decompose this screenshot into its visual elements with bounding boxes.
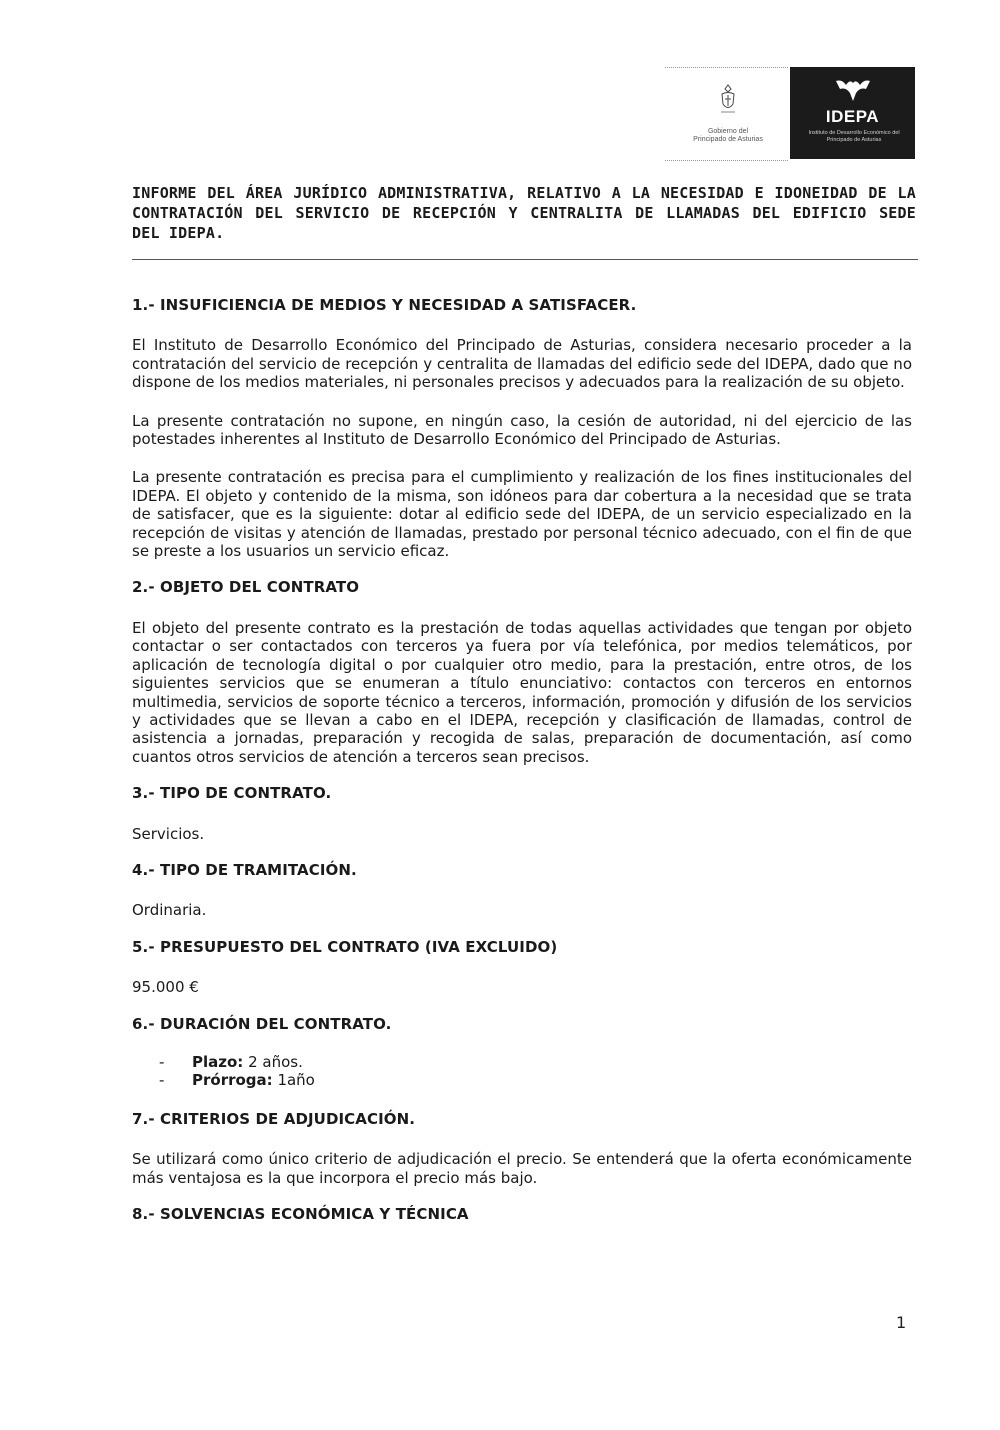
title-divider (132, 259, 918, 260)
idepa-symbol-icon (834, 77, 872, 103)
page-number: 1 (896, 1313, 907, 1332)
idepa-logo (790, 67, 915, 159)
section-1-paragraph: La presente contratación es precisa para el cumplimiento y realización de los fines institucionales del IDEPA. El objeto y contenido de la misma, son idóneos para dar cobertura a la necesidad que se trata de satisfacer, que es la siguiente: dotar al edificio sede del IDEPA, de un servicio especializado en la recepción de visitas y atención de llamadas, prestado por personal técnico adecuado, con el fin de que se preste a los usuarios un servicio eficaz. (132, 468, 912, 561)
list-item-label: Prórroga: (192, 1071, 273, 1090)
document-title: INFORME DEL ÁREA JURÍDICO ADMINISTRATIVA, RELATIVO A LA NECESIDAD E IDONEIDAD DE LA CONTRATACIÓN DEL SERVICIO DE RECEPCIÓN Y CENTRALITA DE LLAMADAS DEL EDIFICIO SEDE DEL IDEPA. (132, 184, 916, 242)
section-5-value: 95.000 € (132, 978, 199, 997)
section-7-paragraph: Se utilizará como único criterio de adjudicación el precio. Se entenderá que la oferta económicamente más ventajosa es la que incorpora el precio más bajo. (132, 1150, 912, 1187)
section-1-paragraph: La presente contratación no supone, en ningún caso, la cesión de autoridad, ni del ejercicio de las potestades inherentes al Instituto de Desarrollo Económico del Principado de Asturias. (132, 411, 912, 449)
section-4-heading: 4.- TIPO DE TRAMITACIÓN. (132, 860, 357, 879)
document-body (132, 296, 912, 1245)
list-item: - Plazo: 2 años. (159, 1052, 303, 1071)
section-3-value: Servicios. (132, 824, 205, 843)
section-5-heading: 5.- PRESUPUESTO DEL CONTRATO (IVA EXCLUIDO) (132, 937, 558, 956)
idepa-logo-name: IDEPA (825, 107, 880, 126)
section-7-heading: 7.- CRITERIOS DE ADJUDICACIÓN. (132, 1109, 416, 1128)
section-6-heading: 6.- DURACIÓN DEL CONTRATO. (132, 1014, 392, 1033)
coat-of-arms-icon (717, 84, 739, 116)
section-4-value: Ordinaria. (132, 901, 207, 920)
section-8-heading: 8.- SOLVENCIAS ECONÓMICA Y TÉCNICA (132, 1205, 469, 1223)
section-1-heading: 1.- INSUFICIENCIA DE MEDIOS Y NECESIDAD A SATISFACER. (132, 296, 637, 314)
list-item-value: 1año (277, 1071, 315, 1090)
section-2-heading: 2.- OBJETO DEL CONTRATO (132, 578, 360, 597)
government-logo (665, 67, 788, 161)
list-item-value: 2 años. (248, 1052, 303, 1071)
header-logos (665, 67, 915, 162)
idepa-logo-tagline: Instituto de Desarrollo Económico del Principado de Asturias (808, 130, 900, 143)
section-2-paragraph: El objeto del presente contrato es la prestación de todas aquellas actividades que tengan por objeto contactar o ser contactados con terceros ya fuera por vía telefónica, por medios telemáticos, por aplicación de tecnología digital o por cualquier otro medio, para la prestación, entre otros, de los siguientes servicios que se enumeran a título enunciativo: contactos con terceros en entornos multimedia, servicios de soporte técnico a terceros, información, promoción y difusión de los servicios y actividades que se llevan a cabo en el IDEPA, recepción y clasificación de llamadas, control de asistencia a jornadas, preparación y recogida de salas, preparación de documentación, así como cuantos otros servicios de atención a terceros sean precisos. (132, 618, 912, 766)
list-item-label: Plazo: (192, 1052, 244, 1071)
government-logo-text: Gobierno del Principado de Asturias (693, 128, 763, 143)
duration-list (132, 1053, 912, 1090)
section-3-heading: 3.- TIPO DE CONTRATO. (132, 784, 332, 803)
list-item: - Prórroga: 1año (159, 1071, 315, 1090)
section-1-paragraph: El Instituto de Desarrollo Económico del Principado de Asturias, considera necesario proceder a la contratación del servicio de recepción y centralita de llamadas del edificio sede del IDEPA, dado que no dispone de los medios materiales, ni personales precisos y adecuados para la realización de su objeto. (132, 336, 912, 392)
